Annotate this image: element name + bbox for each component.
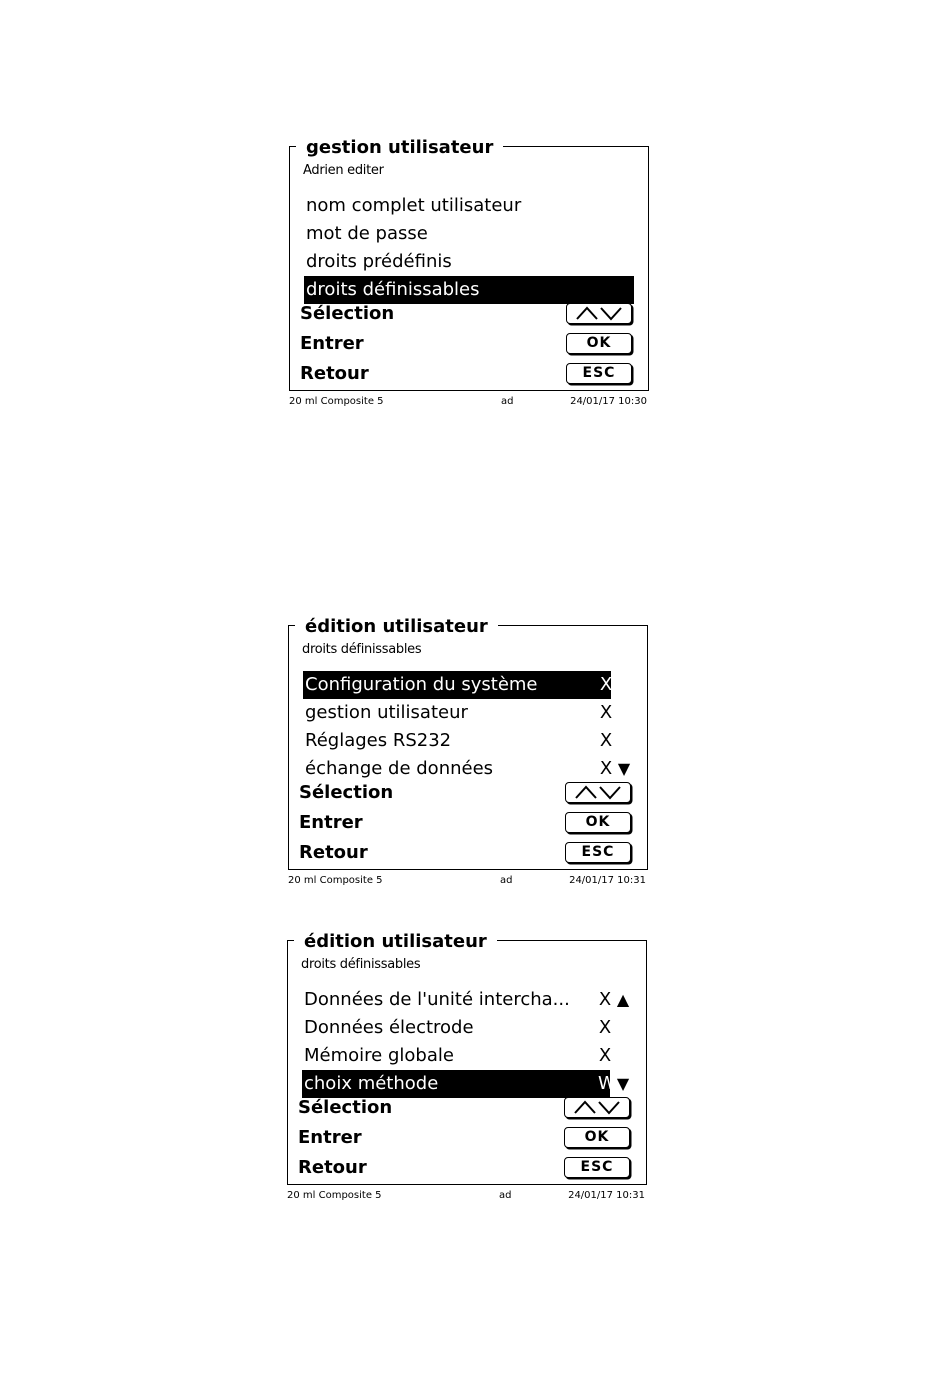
ok-key[interactable]: OK — [566, 333, 632, 354]
permission-mark: X — [598, 1017, 612, 1038]
menu-item-label: droits prédéfinis — [306, 251, 452, 272]
permission-mark: X — [599, 758, 613, 779]
status-user: ad — [500, 875, 513, 886]
title-block — [296, 137, 503, 159]
menu-item[interactable] — [304, 248, 636, 276]
screen-subtitle: droits définissables — [302, 642, 422, 657]
permission-mark: X — [599, 730, 613, 751]
permission-mark: X — [599, 702, 613, 723]
action-label: Sélection — [299, 782, 394, 803]
screen-frame — [289, 137, 649, 391]
action-row — [298, 1123, 638, 1153]
up-down-arrows-icon — [570, 784, 626, 800]
screen-frame — [288, 616, 648, 870]
menu-item[interactable] — [304, 192, 636, 220]
action-row — [299, 808, 639, 838]
status-device: 20 ml Composite 5 — [288, 875, 383, 886]
esc-key[interactable]: ESC — [564, 1157, 630, 1178]
up-down-key[interactable] — [566, 303, 632, 324]
menu-list — [303, 671, 635, 783]
screen-frame — [287, 931, 647, 1185]
up-down-key[interactable] — [564, 1097, 630, 1118]
status-user: ad — [499, 1190, 512, 1201]
menu-item-label: échange de données — [305, 758, 494, 779]
action-label: Retour — [298, 1157, 367, 1178]
screen-title: édition utilisateur — [305, 616, 488, 637]
up-down-arrows-icon — [569, 1099, 625, 1115]
menu-item-label: nom complet utilisateur — [306, 195, 522, 216]
menu-item[interactable] — [302, 986, 634, 1014]
menu-list — [302, 986, 634, 1098]
menu-item-label: Données électrode — [304, 1017, 474, 1038]
action-row — [300, 329, 640, 359]
menu-item-label: Données de l'unité intercha... — [304, 989, 570, 1010]
title-block — [294, 931, 497, 953]
menu-item-label: Mémoire globale — [304, 1045, 454, 1066]
scroll-up-icon: ▲ — [616, 990, 630, 1009]
action-row — [300, 359, 640, 389]
title-block — [295, 616, 498, 638]
menu-item-label: gestion utilisateur — [305, 702, 468, 723]
screen-title: gestion utilisateur — [306, 137, 494, 158]
scroll-down-icon: ▼ — [617, 759, 631, 778]
status-bar — [287, 1189, 647, 1203]
action-label: Entrer — [298, 1127, 362, 1148]
status-device: 20 ml Composite 5 — [289, 396, 384, 407]
permission-mark: W — [598, 1073, 616, 1094]
status-device: 20 ml Composite 5 — [287, 1190, 382, 1201]
screen-subtitle: droits définissables — [301, 957, 421, 972]
menu-item[interactable] — [303, 671, 635, 699]
action-row — [299, 778, 639, 808]
menu-item-label: choix méthode — [304, 1073, 439, 1094]
action-label: Sélection — [300, 303, 395, 324]
action-label: Retour — [300, 363, 369, 384]
device-screen-1 — [289, 137, 649, 407]
permission-mark: X — [598, 1045, 612, 1066]
action-label: Entrer — [299, 812, 363, 833]
permission-mark: X — [598, 989, 612, 1010]
action-label: Retour — [299, 842, 368, 863]
status-user: ad — [501, 396, 514, 407]
action-row — [300, 299, 640, 329]
menu-item-label: Configuration du système — [305, 674, 538, 695]
menu-item[interactable] — [303, 727, 635, 755]
permission-mark: X — [599, 674, 613, 695]
action-label: Sélection — [298, 1097, 393, 1118]
ok-key[interactable]: OK — [564, 1127, 630, 1148]
action-row — [298, 1153, 638, 1183]
status-bar — [289, 395, 649, 409]
device-screen-2 — [288, 616, 648, 886]
ok-key[interactable]: OK — [565, 812, 631, 833]
esc-key[interactable]: ESC — [566, 363, 632, 384]
action-label: Entrer — [300, 333, 364, 354]
screen-subtitle: Adrien editer — [303, 163, 384, 178]
up-down-arrows-icon — [571, 305, 627, 321]
menu-item-label: mot de passe — [306, 223, 428, 244]
scroll-down-icon: ▼ — [616, 1074, 630, 1093]
status-datetime: 24/01/17 10:30 — [570, 396, 647, 407]
screen-title: édition utilisateur — [304, 931, 487, 952]
menu-item[interactable] — [302, 1014, 634, 1042]
up-down-key[interactable] — [565, 782, 631, 803]
device-screen-3 — [287, 931, 647, 1201]
action-row — [298, 1093, 638, 1123]
status-bar — [288, 874, 648, 888]
softkey-actions — [299, 778, 639, 868]
softkey-actions — [298, 1093, 638, 1183]
esc-key[interactable]: ESC — [565, 842, 631, 863]
menu-item-label: droits définissables — [306, 279, 480, 300]
action-row — [299, 838, 639, 868]
menu-item[interactable] — [304, 220, 636, 248]
softkey-actions — [300, 299, 640, 389]
menu-item[interactable] — [303, 699, 635, 727]
menu-item[interactable] — [302, 1042, 634, 1070]
status-datetime: 24/01/17 10:31 — [569, 875, 646, 886]
menu-list — [304, 192, 636, 304]
status-datetime: 24/01/17 10:31 — [568, 1190, 645, 1201]
menu-item-label: Réglages RS232 — [305, 730, 452, 751]
